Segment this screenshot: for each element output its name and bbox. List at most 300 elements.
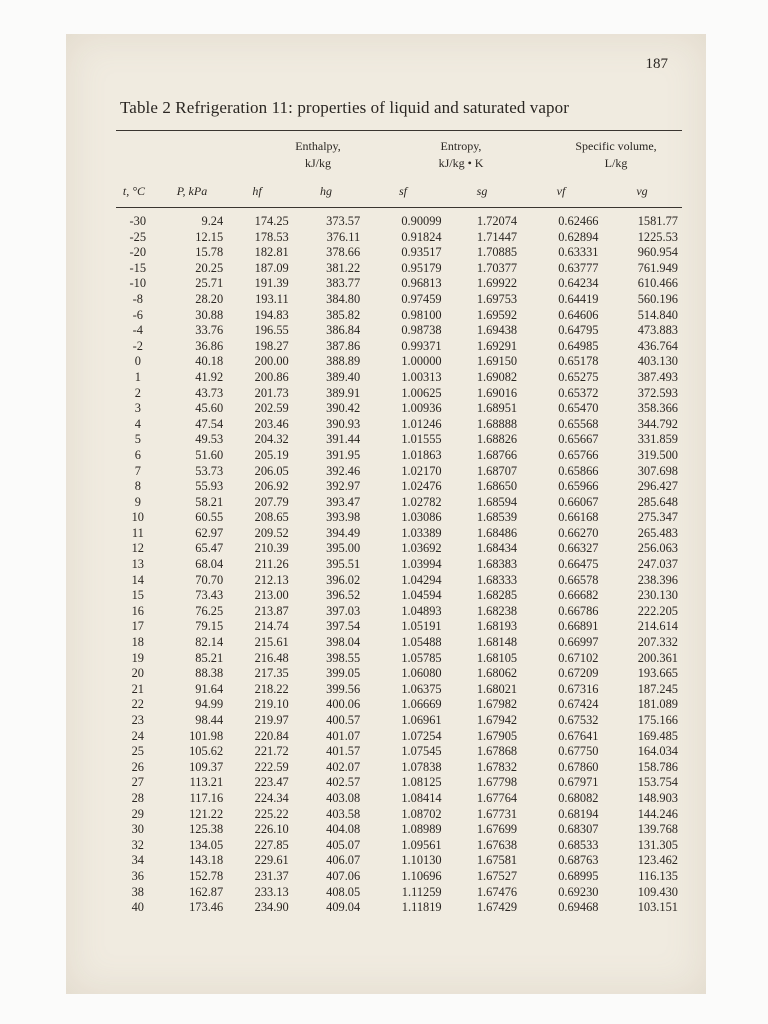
table-cell: 20 [131,666,144,681]
table-row [116,261,682,277]
table-cell: -20 [129,245,147,260]
table-cell: 1.00313 [401,369,442,384]
table-cell: 1.68951 [476,401,518,416]
table-cell: 101.98 [189,728,224,743]
table-cell: 173.46 [189,900,224,915]
col-head-vg: vg [636,184,648,198]
table-cell: 6 [134,447,141,462]
table-row [116,276,682,292]
table-cell: -15 [129,260,147,275]
table-cell: 1.10130 [401,853,442,868]
specific-volume-header-line2: L/kg [604,156,628,170]
table-cell: 27 [131,775,144,790]
table-cell: 223.47 [254,775,289,790]
table-cell: 0.65966 [558,479,599,494]
table-cell: 62.97 [195,525,224,540]
table-cell: 285.648 [637,494,678,509]
table-cell: 0.67750 [558,744,599,759]
table-cell: 1.01246 [401,416,442,431]
table-cell: 18 [131,635,144,650]
table-cell: 0.93517 [401,245,442,260]
table-cell: 1.67764 [476,790,518,805]
table-cell: 1.70885 [476,245,518,260]
table-cell: 397.54 [326,619,361,634]
entropy-header-line2: kJ/kg • K [438,156,484,170]
table-cell: 1.08702 [401,806,442,821]
table-cell: 0.64606 [558,307,599,322]
table-cell: 220.84 [254,728,289,743]
table-cell: 1.11259 [401,884,442,899]
table-cell: 1.67982 [476,697,518,712]
table-cell: 13 [131,557,144,572]
table-cell: 1.68826 [476,432,518,447]
table-cell: 219.97 [254,713,289,727]
table-cell: 200.86 [254,369,289,384]
table-row [116,744,682,760]
table-cell: -10 [129,276,147,291]
table-cell: 0.66067 [558,494,599,509]
table-cell: 233.13 [254,884,289,899]
table-row [116,230,682,246]
table-cell: 51.60 [195,447,224,462]
table-row [116,697,682,713]
table-cell: 0.62466 [558,214,599,228]
table-cell: 5 [134,432,141,447]
table-cell: 12 [131,541,144,556]
table-cell: 384.80 [326,291,361,306]
table-cell: 178.53 [254,229,289,244]
table-cell: 0.66786 [558,603,599,618]
table-cell: 1.01555 [401,432,442,447]
table-cell: 38 [131,884,144,899]
table-cell: 1.69592 [476,307,518,322]
table-cell: 152.78 [189,868,224,883]
table-cell: 143.18 [189,853,224,868]
table-cell: 0.65568 [558,416,599,431]
table-cell: 1.68105 [476,650,518,665]
table-cell: 116.135 [638,868,678,883]
table-cell: 91.64 [195,681,224,696]
table-cell: 960.954 [637,245,678,260]
table-cell: 202.59 [254,401,289,416]
table-cell: 94.99 [195,697,224,712]
table-cell: 400.57 [326,713,361,727]
table-cell: 1.68486 [476,525,518,540]
table-cell: 403.58 [326,806,361,821]
table-cell: 0.67102 [558,650,599,665]
table-cell: 395.00 [326,541,361,556]
table-cell: 387.86 [326,338,361,353]
table-cell: 394.49 [326,525,361,540]
table-cell: 227.85 [254,837,289,852]
table-cell: 398.04 [326,635,361,650]
table-cell: 7 [134,463,141,478]
table-row [116,432,682,448]
table-cell: 397.03 [326,603,361,618]
table-cell: 23 [131,713,144,727]
table-cell: 1.67699 [476,822,518,837]
table-cell: 409.04 [326,900,361,915]
table-cell: 405.07 [326,837,361,852]
table-cell: 139.768 [637,822,678,837]
col-head-hg: hg [320,184,332,198]
table-cell: 387.493 [637,369,678,384]
table-cell: 1.67731 [476,806,518,821]
table-cell: 169.485 [637,728,678,743]
table-cell: 214.614 [637,619,678,634]
table-cell: 65.47 [195,541,224,556]
table-cell: 148.903 [637,790,678,805]
table-cell: 1.03086 [401,510,442,525]
table-cell: 60.55 [195,510,224,525]
table-cell: 1.06669 [401,697,442,712]
table-cell: 1.04594 [401,588,442,603]
table-cell: 1.08414 [401,790,442,805]
table-row [116,510,682,526]
table-cell: 158.786 [637,759,678,774]
table-cell: 0.96813 [401,276,442,291]
table-cell: 404.08 [326,822,361,837]
table-cell: 1.11819 [401,900,442,915]
properties-table-body [116,214,682,916]
table-cell: 1.68062 [476,666,518,681]
table-row [116,651,682,667]
table-cell: 256.063 [637,541,678,556]
table-row [116,682,682,698]
table-cell: 391.44 [326,432,361,447]
table-cell: 1.67429 [476,900,518,915]
table-cell: 1.07254 [401,728,442,743]
table-cell: 9 [134,494,141,509]
table-cell: 213.87 [254,603,289,618]
table-cell: 1.68434 [476,541,518,556]
table-cell: 358.366 [637,401,678,416]
table-cell: 12.15 [195,229,224,244]
table-cell: 203.46 [254,416,289,431]
table-row [116,619,682,635]
table-cell: 68.04 [195,557,224,572]
table-cell: 229.61 [254,853,289,868]
table-cell: 182.81 [254,245,289,260]
table-cell: 436.764 [637,338,678,353]
table-cell: 218.22 [254,681,289,696]
entropy-header-line1: Entropy, [440,139,482,153]
table-cell: 1.72074 [476,214,518,228]
table-cell: 373.57 [326,214,361,228]
table-cell: 0.69230 [558,884,599,899]
page-number: 187 [645,56,668,72]
table-cell: 1.68766 [476,447,518,462]
table-cell: 55.93 [195,479,224,494]
col-head-sg: sg [476,184,488,198]
table-cell: 85.21 [195,650,224,665]
table-cell: 1.05191 [401,619,442,634]
table-cell: 1.67638 [476,837,518,852]
table-cell: 1.00000 [401,354,442,369]
table-cell: 162.87 [189,884,224,899]
table-cell: 234.90 [254,900,289,915]
table-cell: 560.196 [637,291,678,306]
table-cell: 0.64795 [558,323,599,338]
table-cell: 0.98100 [401,307,442,322]
table-cell: 117.16 [189,790,224,805]
table-cell: 211.26 [255,557,289,572]
table-cell: 200.361 [637,650,678,665]
table-cell: 399.56 [326,681,361,696]
table-cell: 391.95 [326,447,361,462]
table-cell: 205.19 [254,447,289,462]
properties-table [116,214,682,916]
table-cell: 1.67527 [476,868,518,883]
table-cell: 26 [131,759,144,774]
table-cell: 0.66270 [558,525,599,540]
table-row [116,791,682,807]
table-cell: 21 [131,681,144,696]
table-cell: 0.68194 [558,806,599,821]
table-cell: 76.25 [195,603,224,618]
table-row [116,323,682,339]
table-cell: 49.53 [195,432,224,447]
table-cell: 0.91824 [401,229,442,244]
table-cell: 0.67641 [558,728,599,743]
table-cell: 9.24 [201,214,224,228]
table-cell: 0.65275 [558,369,599,384]
table-cell: 224.34 [254,790,289,805]
table-cell: 0.68082 [558,790,599,805]
table-cell: 73.43 [195,588,224,603]
col-head-temperature: t, °C [122,184,146,198]
table-cell: 1.10696 [401,868,442,883]
table-cell: 1.67905 [476,728,518,743]
table-cell: 1.02170 [401,463,442,478]
table-cell: 0.68763 [558,853,599,868]
table-cell: 198.27 [254,338,289,353]
table-row [116,370,682,386]
table-cell: 1.69438 [476,323,518,338]
table-cell: 123.462 [637,853,678,868]
table-cell: 29 [131,806,144,821]
table-cell: 14 [131,572,144,587]
table-row [116,604,682,620]
table-cell: 0.69468 [558,900,599,915]
table-cell: 225.22 [254,806,289,821]
table-cell: 1.08125 [401,775,442,790]
table-cell: 0.66997 [558,635,599,650]
table-cell: 390.93 [326,416,361,431]
table-cell: 1.67798 [476,775,518,790]
table-row [116,479,682,495]
table-cell: 1.08989 [401,822,442,837]
table-row [116,541,682,557]
table-cell: 296.427 [637,479,678,494]
enthalpy-header-line2: kJ/kg [304,156,331,170]
table-cell: 247.037 [637,557,678,572]
book-page [66,34,706,994]
top-rule [116,130,682,131]
table-cell: 0.67424 [558,697,599,712]
table-row [116,386,682,402]
table-cell: 1.67476 [476,884,518,899]
table-cell: 1.02476 [401,479,442,494]
table-cell: 1.69016 [476,385,518,400]
table-cell: 1.05785 [401,650,442,665]
table-cell: 1.69922 [476,276,518,291]
table-cell: 40 [131,900,144,915]
table-cell: 216.48 [254,650,289,665]
table-cell: 4 [134,416,141,431]
table-row [116,853,682,869]
table-cell: 0.66475 [558,557,599,572]
table-cell: 200.00 [254,354,289,369]
table-cell: 0.68307 [558,822,599,837]
table-title: Table 2 Refrigeration 11: properties of liquid and saturated vapor [120,98,569,117]
table-cell: 30.88 [195,307,224,322]
table-cell: 392.97 [326,479,361,494]
table-cell: 0.65372 [558,385,599,400]
table-cell: 121.22 [189,806,224,821]
table-cell: 0.66578 [558,572,599,587]
table-cell: 1.00625 [401,385,442,400]
table-cell: 0.68533 [558,837,599,852]
table-row [116,245,682,261]
table-cell: -2 [132,338,143,353]
table-row [116,557,682,573]
table-cell: 33.76 [195,323,224,338]
table-cell: 0.65766 [558,447,599,462]
table-cell: 1.68650 [476,479,518,494]
table-cell: 0.62894 [558,229,599,244]
table-cell: 1.68021 [476,681,518,696]
table-cell: 408.05 [326,884,361,899]
table-cell: 53.73 [195,463,224,478]
table-cell: 1.04893 [401,603,442,618]
table-cell: 1.07545 [401,744,442,759]
table-row [116,869,682,885]
table-cell: 36 [131,868,144,883]
table-row [116,666,682,682]
table-cell: 400.06 [326,697,361,712]
table-cell: 222.205 [637,603,678,618]
table-row [116,417,682,433]
table-cell: 1.01863 [401,447,442,462]
table-cell: 113.21 [189,775,224,790]
table-cell: -25 [129,229,147,244]
table-row [116,729,682,745]
table-cell: 28.20 [195,291,224,306]
table-cell: 231.37 [254,868,289,883]
table-row [116,822,682,838]
table-cell: 212.13 [254,572,289,587]
col-head-pressure: P, kPa [176,184,208,198]
table-cell: 395.51 [326,557,361,572]
table-cell: 36.86 [195,338,224,353]
table-cell: 0.63331 [558,245,599,260]
header-rule [116,207,682,208]
table-cell: 393.98 [326,510,361,525]
table-cell: 22 [131,697,144,712]
table-cell: 0.65178 [558,354,599,369]
table-cell: 392.46 [326,463,361,478]
table-cell: 131.305 [637,837,678,852]
table-cell: 396.02 [326,572,361,587]
table-cell: 396.52 [326,588,361,603]
table-cell: 1.68333 [476,572,518,587]
table-row [116,838,682,854]
table-cell: 1.68193 [476,619,518,634]
table-cell: 34 [131,853,144,868]
table-cell: 0.99371 [401,338,442,353]
table-cell: 401.57 [326,744,361,759]
table-cell: 196.55 [254,323,289,338]
table-cell: 175.166 [637,713,678,727]
table-cell: 0.66168 [558,510,599,525]
table-row [116,807,682,823]
table-cell: 388.89 [326,354,361,369]
col-head-sf: sf [398,184,407,198]
table-cell: 389.40 [326,369,361,384]
table-row [116,339,682,355]
table-cell: 0.95179 [401,260,442,275]
table-cell: 0.65667 [558,432,599,447]
table-cell: 386.84 [326,323,361,338]
table-cell: 1 [134,369,141,384]
table-cell: 1.07838 [401,759,442,774]
table-row [116,573,682,589]
table-cell: 1.68238 [476,603,518,618]
table-cell: 88.38 [195,666,224,681]
table-cell: 3 [134,401,141,416]
specific-volume-group-header [546,138,686,172]
table-row [116,308,682,324]
table-cell: 1.67942 [476,713,518,727]
table-cell: 0.68995 [558,868,599,883]
specific-volume-header-line1: Specific volume, [575,139,657,153]
table-cell: 0 [134,354,141,369]
col-head-vf: vf [556,184,566,198]
table-cell: 193.665 [637,666,678,681]
table-cell: 144.246 [637,806,678,821]
table-cell: 25.71 [195,276,224,291]
table-cell: 307.698 [637,463,678,478]
table-cell: 0.63777 [558,260,599,275]
table-cell: 214.74 [254,619,289,634]
table-cell: 1.03389 [401,525,442,540]
table-cell: 1.06961 [401,713,442,727]
table-cell: 0.67860 [558,759,599,774]
table-cell: 174.25 [254,214,289,228]
table-cell: 181.089 [637,697,678,712]
table-cell: 25 [131,744,144,759]
table-cell: 238.396 [637,572,678,587]
table-cell: 406.07 [326,853,361,868]
table-row [116,760,682,776]
table-cell: 390.42 [326,401,361,416]
table-cell: 226.10 [254,822,289,837]
table-cell: 0.65470 [558,401,599,416]
table-cell: 0.64419 [558,291,599,306]
table-cell: 1.04294 [401,572,442,587]
table-cell: 30 [131,822,144,837]
table-cell: 1.70377 [476,260,518,275]
table-cell: 230.130 [637,588,678,603]
table-cell: 398.55 [326,650,361,665]
table-row [116,495,682,511]
table-cell: 401.07 [326,728,361,743]
table-row [116,464,682,480]
table-cell: 153.754 [637,775,678,790]
table-cell: 265.483 [637,525,678,540]
table-row [116,214,682,230]
